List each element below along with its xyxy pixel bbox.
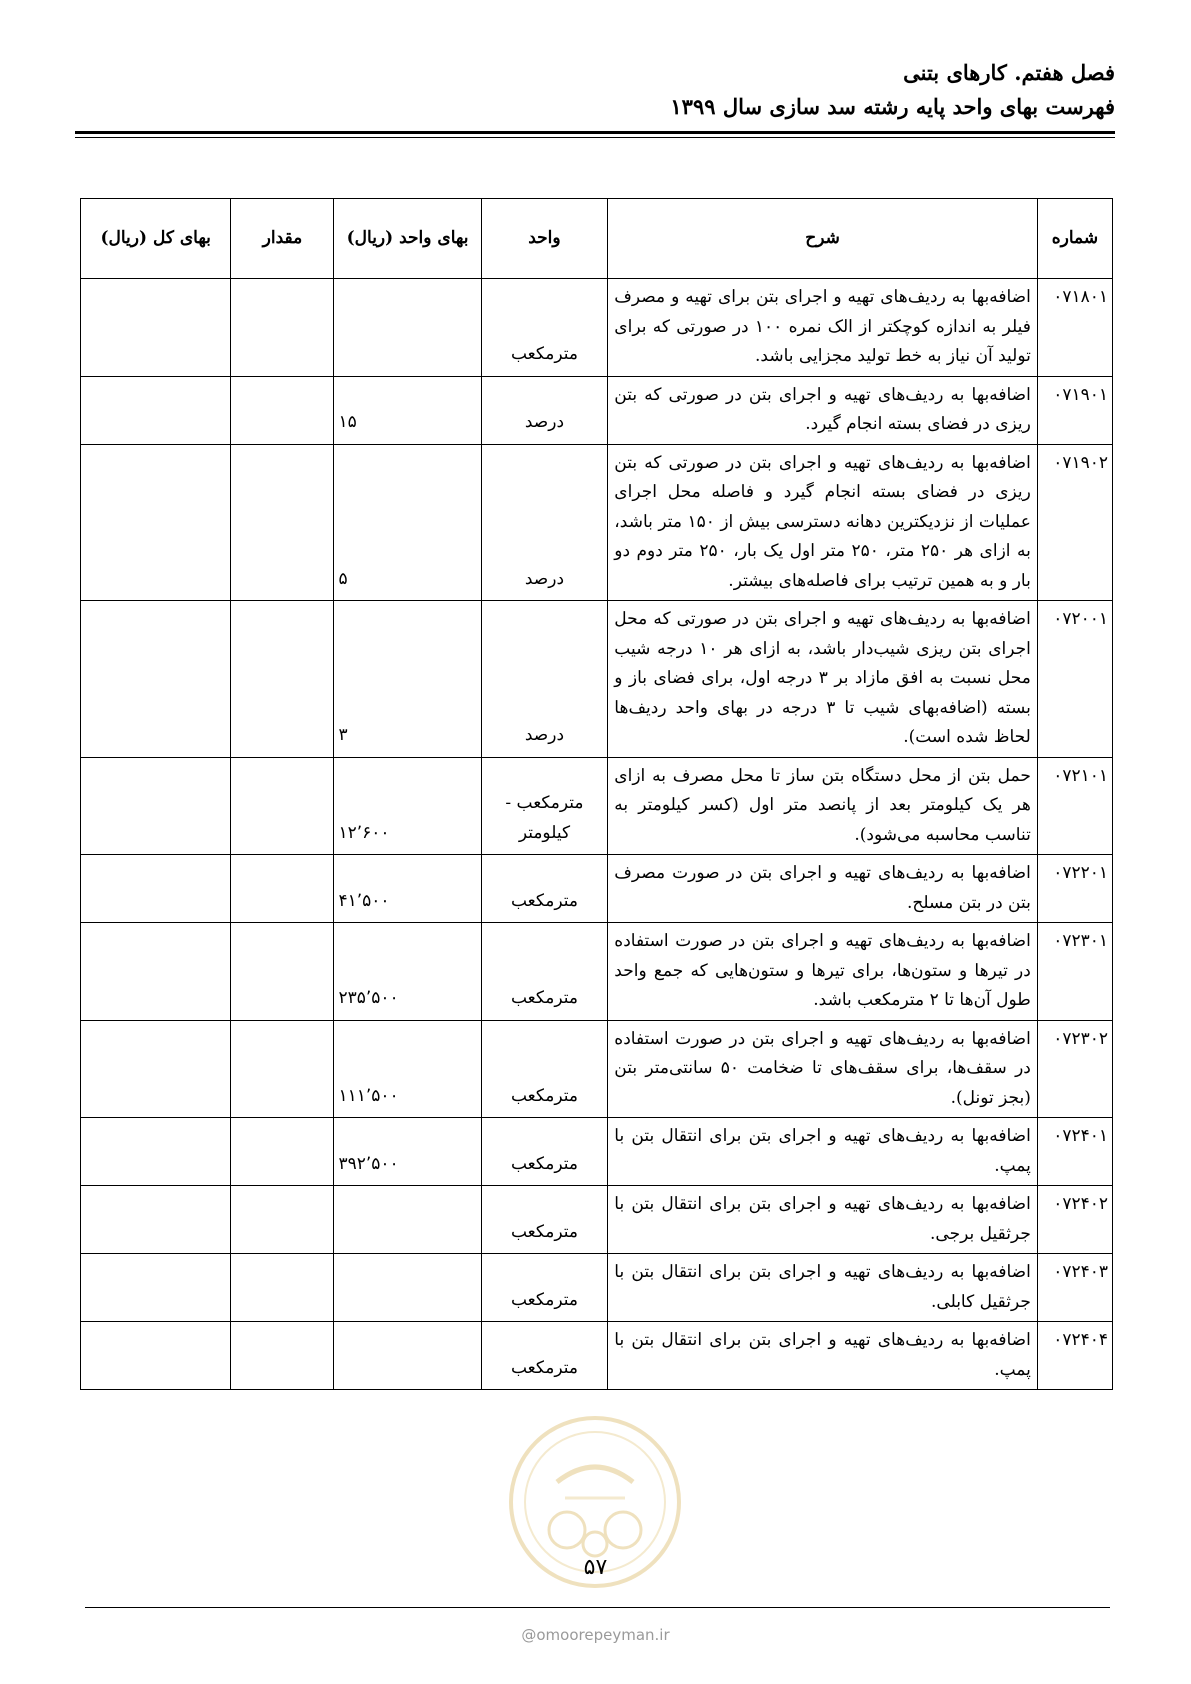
row-unit: مترمکعب (481, 1254, 608, 1322)
footer-rule (85, 1607, 1110, 1608)
row-total-price (81, 1118, 231, 1186)
header-rule-thin (75, 137, 1115, 138)
row-description: اضافه‌بها به ردیف‌های تهیه و اجرای بتن در صورت استفاده در تیرها و ستون‌ها، برای تیرها و ستون‌هایی که جمع واحد طول آن‌ها تا ۲ مترمکعب باشد. (608, 923, 1038, 1021)
table-row (81, 601, 1113, 758)
row-unit-price: ۵ (334, 444, 481, 601)
row-total-price (81, 757, 231, 855)
watermark-text: @omoorepeyman.ir (521, 1626, 670, 1644)
row-unit: مترمکعب - کیلومتر (481, 757, 608, 855)
page-header (75, 58, 1115, 122)
row-unit-price (334, 279, 481, 377)
row-code: ۰۷۲۳۰۲ (1037, 1020, 1112, 1118)
row-quantity (231, 1254, 334, 1322)
col-unit-price-header: بهای واحد (ریال) (334, 199, 481, 279)
row-quantity (231, 855, 334, 923)
row-quantity (231, 376, 334, 444)
header-rule-thick (75, 131, 1115, 134)
row-unit-price (334, 1254, 481, 1322)
row-description: اضافه‌بها به ردیف‌های تهیه و اجرای بتن در صورتی که محل اجرای بتن ریزی شیب‌دار باشد، به ازای هر ۱۰ درجه شیب محل نسبت به افق مازاد بر ۳ درجه اول، برای فضای باز و بسته (اضافه‌بهای شیب تا ۳ درجه در بهای واحد ردیف‌ها لحاظ شده است). (608, 601, 1038, 758)
row-unit: مترمکعب (481, 1020, 608, 1118)
row-total-price (81, 376, 231, 444)
row-quantity (231, 444, 334, 601)
row-unit-price: ۴۱٬۵۰۰ (334, 855, 481, 923)
row-description: اضافه‌بها به ردیف‌های تهیه و اجرای بتن در صورتی که بتن ریزی در فضای بسته انجام گیرد و فاصله محل اجرای عملیات از نزدیکترین دهانه دسترسی بیش از ۱۵۰ متر باشد، به ازای هر ۲۵۰ متر، ۲۵۰ متر اول یک بار، ۲۵۰ متر دوم دو بار و به همین ترتیب برای فاصله‌های بیشتر. (608, 444, 1038, 601)
row-total-price (81, 444, 231, 601)
row-code: ۰۷۱۸۰۱ (1037, 279, 1112, 377)
row-quantity (231, 279, 334, 377)
row-unit: مترمکعب (481, 1322, 608, 1390)
row-code: ۰۷۲۴۰۳ (1037, 1254, 1112, 1322)
row-quantity (231, 757, 334, 855)
row-quantity (231, 1020, 334, 1118)
row-code: ۰۷۲۴۰۴ (1037, 1322, 1112, 1390)
row-description: اضافه‌بها به ردیف‌های تهیه و اجرای بتن برای انتقال بتن با جرثقیل برجی. (608, 1186, 1038, 1254)
row-code: ۰۷۲۴۰۲ (1037, 1186, 1112, 1254)
table-row (81, 757, 1113, 855)
row-description: اضافه‌بها به ردیف‌های تهیه و اجرای بتن در صورت مصرف بتن در بتن مسلح. (608, 855, 1038, 923)
page-number: ۵۷ (583, 1555, 608, 1580)
row-description: اضافه‌بها به ردیف‌های تهیه و اجرای بتن برای انتقال بتن با پمپ. (608, 1118, 1038, 1186)
row-unit-price: ۱۲٬۶۰۰ (334, 757, 481, 855)
row-unit-price: ۳ (334, 601, 481, 758)
row-unit-price (334, 1186, 481, 1254)
row-total-price (81, 601, 231, 758)
table-row (81, 923, 1113, 1021)
row-description: حمل بتن از محل دستگاه بتن ساز تا محل مصرف به ازای هر یک کیلومتر بعد از پانصد متر اول (کسر کیلومتر به تناسب محاسبه می‌شود). (608, 757, 1038, 855)
col-number-header: شماره (1037, 199, 1112, 279)
row-quantity (231, 1186, 334, 1254)
row-code: ۰۷۲۰۰۱ (1037, 601, 1112, 758)
row-code: ۰۷۲۳۰۱ (1037, 923, 1112, 1021)
row-total-price (81, 1186, 231, 1254)
table-row (81, 444, 1113, 601)
table-row (81, 1254, 1113, 1322)
row-quantity (231, 601, 334, 758)
row-unit: درصد (481, 376, 608, 444)
col-unit-header: واحد (481, 199, 608, 279)
row-unit: مترمکعب (481, 923, 608, 1021)
table-header-row (81, 199, 1113, 279)
table-row (81, 376, 1113, 444)
row-total-price (81, 1322, 231, 1390)
table-row (81, 1186, 1113, 1254)
col-quantity-header: مقدار (231, 199, 334, 279)
row-unit: درصد (481, 444, 608, 601)
col-total-price-header: بهای کل (ریال) (81, 199, 231, 279)
row-unit-price: ۳۹۲٬۵۰۰ (334, 1118, 481, 1186)
row-unit: مترمکعب (481, 1186, 608, 1254)
row-total-price (81, 1020, 231, 1118)
row-unit-price: ۱۱۱٬۵۰۰ (334, 1020, 481, 1118)
row-unit-price: ۲۳۵٬۵۰۰ (334, 923, 481, 1021)
table-row (81, 1322, 1113, 1390)
row-description: اضافه‌بها به ردیف‌های تهیه و اجرای بتن برای انتقال بتن با جرثقیل کابلی. (608, 1254, 1038, 1322)
row-quantity (231, 1322, 334, 1390)
row-unit: مترمکعب (481, 855, 608, 923)
row-code: ۰۷۱۹۰۱ (1037, 376, 1112, 444)
row-code: ۰۷۱۹۰۲ (1037, 444, 1112, 601)
row-description: اضافه‌بها به ردیف‌های تهیه و اجرای بتن برای تهیه و مصرف فیلر به اندازه کوچکتر از الک نمره ۱۰۰ در صورتی که برای تولید آن نیاز به خط تولید مجزایی باشد. (608, 279, 1038, 377)
row-unit: مترمکعب (481, 1118, 608, 1186)
row-unit: درصد (481, 601, 608, 758)
list-title: فهرست بهای واحد پایه رشته سد سازی سال ۱۳۹۹ (670, 94, 1115, 119)
row-code: ۰۷۲۴۰۱ (1037, 1118, 1112, 1186)
chapter-title: فصل هفتم. کارهای بتنی (903, 60, 1115, 85)
row-description: اضافه‌بها به ردیف‌های تهیه و اجرای بتن برای انتقال بتن با پمپ. (608, 1322, 1038, 1390)
row-total-price (81, 1254, 231, 1322)
row-code: ۰۷۲۱۰۱ (1037, 757, 1112, 855)
row-total-price (81, 279, 231, 377)
row-quantity (231, 1118, 334, 1186)
row-unit-price: ۱۵ (334, 376, 481, 444)
row-code: ۰۷۲۲۰۱ (1037, 855, 1112, 923)
table-row (81, 279, 1113, 377)
row-unit-price (334, 1322, 481, 1390)
row-unit: مترمکعب (481, 279, 608, 377)
row-quantity (231, 923, 334, 1021)
price-table (80, 198, 1113, 1390)
table-row (81, 1020, 1113, 1118)
col-description-header: شرح (608, 199, 1038, 279)
table-row (81, 855, 1113, 923)
row-total-price (81, 855, 231, 923)
row-total-price (81, 923, 231, 1021)
row-description: اضافه‌بها به ردیف‌های تهیه و اجرای بتن در صورت استفاده در سقف‌ها، برای سقف‌های تا ضخامت ۵۰ سانتی‌متر بتن (بجز تونل). (608, 1020, 1038, 1118)
row-description: اضافه‌بها به ردیف‌های تهیه و اجرای بتن در صورتی که بتن ریزی در فضای بسته انجام گیرد. (608, 376, 1038, 444)
table-row (81, 1118, 1113, 1186)
